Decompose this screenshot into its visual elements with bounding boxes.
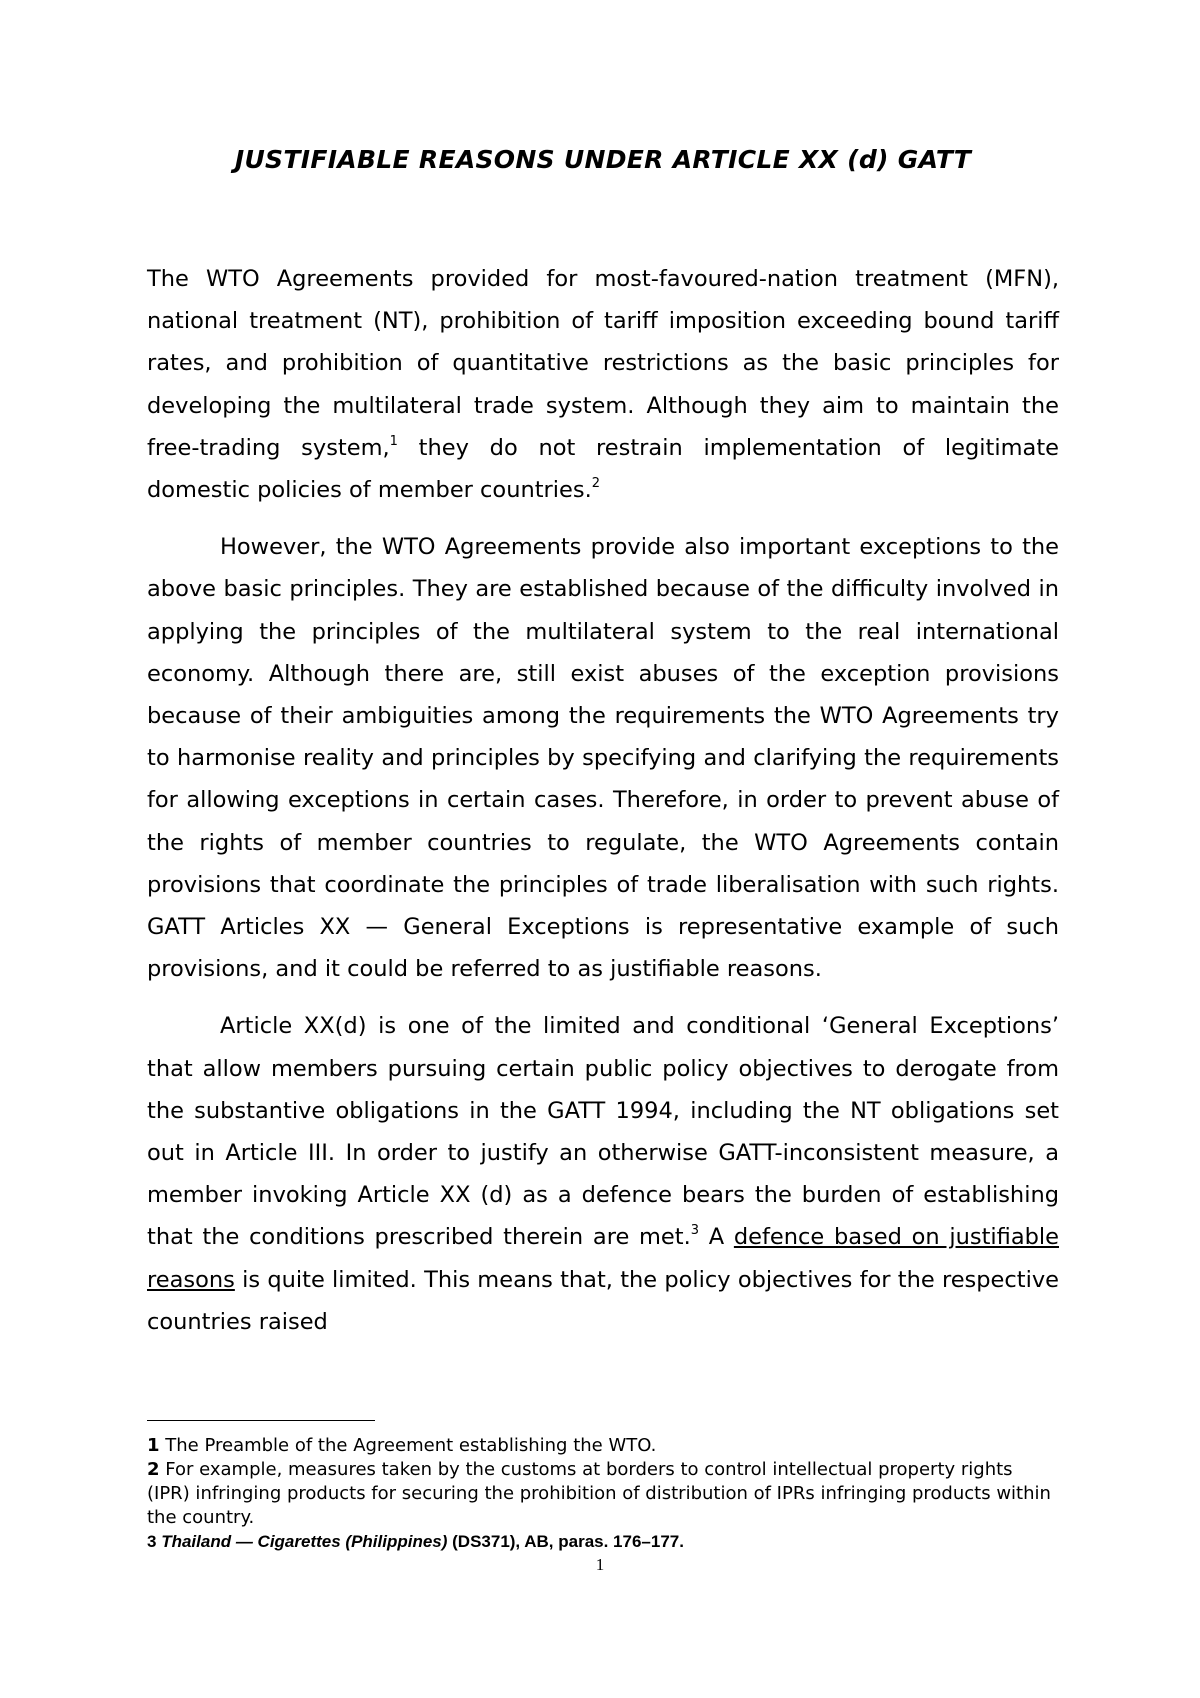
footnote-ref-3[interactable]: 3	[690, 1223, 700, 1239]
footnote-1-number: 1	[147, 1435, 160, 1456]
footnote-3-text: (DS371), AB, paras. 176–177.	[447, 1532, 684, 1551]
paragraph-2: However, the WTO Agreements provide also important exceptions to the above basic principles. They are established because of the difficulty involved in applying the principles of the multilateral system to the real international economy. Although there are, still exist abuses of the exception provisions because of their ambiguities among the requirements the WTO Agreements try to harmonise reality and principles by specifying and clarifying the requirements for allowing exceptions in certain cases. Therefore, in order to prevent abuse of the rights of member countries to regulate, the WTO Agreements contain provisions that coordinate the principles of trade liberalisation with such rights. GATT Articles XX — General Exceptions is representative example of such provisions, and it could be referred to as justifiable reasons.	[147, 534, 1059, 983]
underlined-phrase: defence based on justifiable reasons	[147, 1224, 1059, 1293]
document-title: JUSTIFIABLE REASONS UNDER ARTICLE XX (d) GATT	[234, 145, 972, 174]
paragraph-3-text-b: A	[699, 1224, 734, 1251]
footnote-2	[147, 1458, 1059, 1530]
footnote-1	[147, 1434, 1059, 1458]
body-text	[147, 258, 1059, 1358]
footnote-ref-2[interactable]: 2	[591, 476, 601, 492]
footnote-3-case-name: Thailand — Cigarettes (Philippines)	[161, 1532, 448, 1551]
paragraph-1-text-b: they do not restrain implementation of legitimate domestic policies of member countries.	[147, 434, 1059, 504]
footnote-ref-1[interactable]: 1	[389, 433, 398, 449]
paragraph-1	[147, 258, 1059, 511]
footnote-3	[147, 1530, 1059, 1554]
paragraph-3	[147, 1005, 1059, 1343]
footnote-1-text: The Preamble of the Agreement establishing the WTO.	[159, 1435, 657, 1456]
footnote-3-number: 3	[147, 1532, 157, 1551]
page-number: 1	[595, 1555, 605, 1574]
footnote-2-number: 2	[147, 1459, 160, 1480]
paragraph-3-text-c: is quite limited. This means that, the policy objectives for the respective countries raised	[147, 1266, 1059, 1335]
footnotes	[147, 1434, 1059, 1554]
paragraph-3-text-a: Article XX(d) is one of the limited and conditional ‘General Exceptions’ that allow members pursuing certain public policy objectives to derogate from the substantive obligations in the GATT 1994, including the NT obligations set out in Article III. In order to justify an otherwise GATT-inconsistent measure, a member invoking Article XX (d) as a defence bears the burden of establishing that the conditions prescribed therein are met.	[147, 1013, 1059, 1251]
footnote-2-text: For example, measures taken by the customs at borders to control intellectual property rights (IPR) infringing products for securing the prohibition of distribution of IPRs infringing products within the country.	[147, 1459, 1051, 1528]
footnote-separator	[147, 1420, 375, 1421]
paragraph-1-text-a: The WTO Agreements provided for most-favoured-nation treatment (MFN), national treatment (NT), prohibition of tariff imposition exceeding bound tariff rates, and prohibition of quantitative restrictions as the basic principles for developing the multilateral trade system. Although they aim to maintain the free-trading system,	[147, 266, 1059, 461]
